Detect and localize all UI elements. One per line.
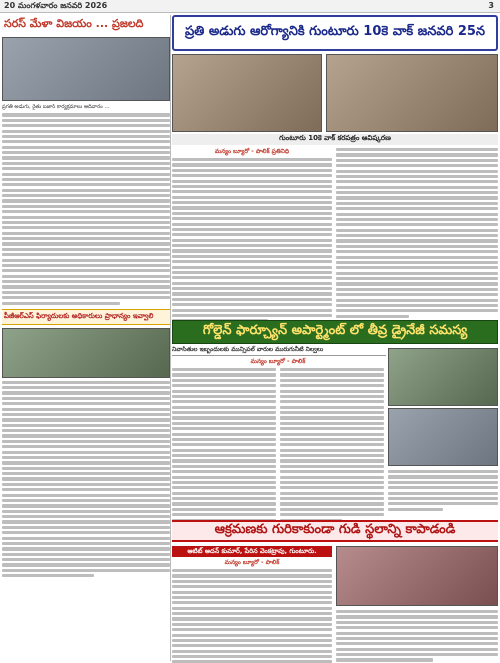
left-story2-body [2, 381, 170, 578]
walk-photo-left [172, 54, 322, 132]
masthead-bar [0, 0, 500, 13]
left-headline: సరస్ మేళా విజయం ... ప్రజలది [4, 17, 144, 30]
temple-photo [336, 546, 498, 606]
walk-story-col1 [172, 148, 332, 322]
drainage-photo-drain [388, 408, 498, 466]
walk-photo-right [326, 54, 498, 132]
walk-byline: మన్యం బ్యూరో - పాలిక్ ప్రతినిధి [214, 148, 290, 155]
temple-story-col2 [336, 610, 498, 662]
walk-story-col2 [336, 148, 498, 318]
left-photo-meeting [2, 37, 170, 101]
temple-headline: ఆక్రమణకు గురికాకుండా గుడి స్థలాన్ని కాపాడండి [214, 522, 456, 537]
left-column [2, 15, 170, 577]
drainage-subhead: నివాసితుల ఇబ్బందులకు మున్సిపల్ వారుల మురుగునీటి నిల్వలు [172, 346, 386, 356]
left-story-body [2, 113, 170, 304]
temple-byline: మన్యం బ్యూరో - పాలిక్ [224, 559, 280, 566]
drainage-headline: గోల్డెన్ ఫార్చ్యూన్ అపార్ట్మెంట్ లో తీవ్ర డ్రైనేజీ సమస్య [202, 323, 468, 338]
temple-banner [172, 520, 498, 542]
walk-caption: గుంటూరు 10కె వాక్ కరపత్రం ఆవిష్కరణ [172, 134, 498, 145]
drainage-banner [172, 320, 498, 344]
column-rule [170, 15, 171, 661]
walk-banner [172, 15, 498, 51]
drainage-story-body [172, 358, 384, 522]
left-subheadline: పీజీఆర్ఎస్ ఫిర్యాదులకు అధికారులు ప్రాధాన్యం ఇవ్వాలి [2, 309, 170, 325]
page-number: 3 [488, 1, 494, 10]
temple-story-col1 [172, 559, 332, 663]
issue-date: 20 మంగళవారం జనవరి 2026 [4, 1, 108, 10]
left-photo-pgrs [2, 328, 170, 378]
temple-subhead: ఆటిట్ అదన్ కుమార్, పేరిన వెంకట్రావు, గుంటూరు. [172, 546, 332, 557]
drainage-photo-caption [388, 470, 498, 511]
drainage-photo-building [388, 348, 498, 406]
walk-headline: ప్రతి అడుగు ఆరోగ్యానికి గుంటూరు 10కె వాక్ జనవరి 25న [184, 24, 486, 39]
left-story-lead: ప్రగతి అడుగు, రైతు బజార్ కార్యక్రమాలు ఆదివారం ... [2, 104, 110, 110]
drainage-byline: మన్యం బ్యూరో - పాలిక్ [250, 358, 306, 365]
